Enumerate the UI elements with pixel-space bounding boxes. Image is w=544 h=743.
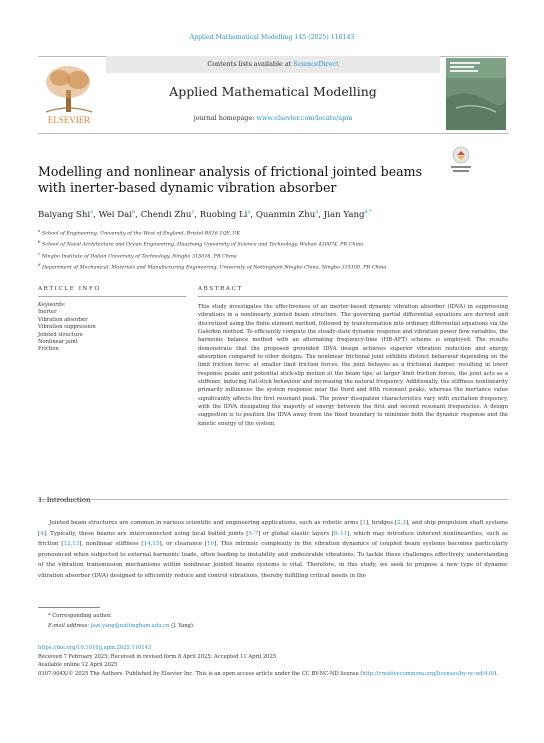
affiliation: $^c$ Ningbo Institute of Dalian University of Technology, Ningbo 315016, PR China (38, 250, 237, 260)
homepage-link[interactable]: www.elsevier.com/locate/apm (256, 114, 353, 122)
keyword: Vibration suppression (38, 324, 96, 331)
citation-link[interactable]: 15 (152, 541, 160, 548)
author[interactable]: Ruobing Li$^a$ (199, 209, 251, 220)
citation-link[interactable]: 2 (397, 520, 401, 526)
citation-link[interactable]: 16 (207, 541, 215, 548)
citation-link[interactable]: 14 (143, 541, 151, 548)
introduction-text: ], and ship propulsion shaft systems [ (38, 520, 508, 537)
citation-link[interactable]: 3 (402, 520, 406, 526)
journal-homepage (106, 114, 440, 122)
publication-info (38, 644, 508, 678)
keyword: Vibration absorber (38, 316, 88, 323)
contents-line (106, 60, 440, 68)
keyword: Jointed structure (38, 331, 83, 338)
divider (38, 499, 508, 500)
introduction-text: ]. Typically, these beams are interconnected using local bolted joints [ (43, 530, 249, 537)
introduction-text: ], which may introduce inherent nonlinearities, such as friction [ (38, 530, 508, 548)
introduction-paragraph (38, 518, 508, 582)
keyword: Inerter (38, 309, 57, 316)
keywords-label: Keywords: (38, 302, 66, 308)
article-info-heading: ARTICLE INFO (38, 286, 101, 292)
article-title: Modelling and nonlinear analysis of frictional jointed beams with inerter-based dynamic vibration absorber (38, 164, 423, 195)
affiliations (38, 227, 508, 273)
homepage-prefix: journal homepage: (193, 114, 257, 122)
author[interactable]: Chendi Zhu$^c$ (140, 209, 195, 220)
journal-reference[interactable]: Applied Mathematical Modelling 145 (2025) 116143 (189, 34, 355, 41)
license-link[interactable]: http://creativecommons.org/licenses/by-nc-nd/4.0/ (362, 670, 495, 677)
introduction-text: , (150, 541, 153, 548)
license-statement: 0307-904X/© 2025 The Authors. Published by Elsevier Inc. This is an open access article under the CC BY-NC-ND license (http://creativecommons.org/licenses/by-nc-nd/4.0/). (38, 670, 498, 677)
introduction-text: Jointed beam structures are common in various scientific and engineering applications, such as robotic arms [ (49, 520, 363, 526)
email-link[interactable]: jian.yang@nottingham.edu.cn (90, 622, 170, 629)
sciencedirect-link[interactable]: ScienceDirect (293, 60, 339, 68)
keywords-list (38, 302, 186, 354)
doi-link[interactable]: https://doi.org/10.1016/j.apm.2025.116143 (38, 645, 152, 651)
divider (38, 296, 186, 297)
corresponding-author-note: * Corresponding author. (48, 613, 112, 619)
contents-prefix: Contents lists available at (207, 60, 294, 68)
divider (198, 296, 508, 297)
keyword: Nonlinear joint (38, 339, 78, 346)
available-online: Available online 12 April 2025 (38, 662, 118, 668)
publisher-name: ELSEVIER (47, 115, 91, 125)
author[interactable]: Jian Yang$^{d,*}$ (323, 209, 372, 220)
introduction-heading: 1. Introduction (38, 496, 91, 504)
citation-link[interactable]: 5–7 (248, 530, 259, 537)
author-list: Baiyang Shi$^a$, Wei Dai$^b$, Chendi Zhu$^c$, Ruobing Li$^a$, Quanmin Zhu$^a$, Jian Yang$^{d,*}$ (38, 209, 372, 220)
citation-link[interactable]: 1 (362, 520, 366, 526)
affiliation: $^d$ Department of Mechanical, Materials and Manufacturing Engineering, University of Nottingham Ningbo China, Ningbo 315100, PR China (38, 262, 387, 271)
author[interactable]: Quanmin Zhu$^a$ (255, 209, 319, 220)
citation-link[interactable]: 4 (40, 530, 44, 537)
keyword: Friction (38, 346, 59, 353)
introduction-text: ] or global elastic layers [ (258, 530, 334, 537)
check-for-updates-icon[interactable] (449, 145, 473, 179)
publication-history: Received 7 February 2025; Received in revised form 8 April 2025; Accepted 11 April 2025 (38, 653, 277, 660)
introduction-text: , (400, 520, 403, 526)
abstract-text: This study investigates the effectiveness of an inerter-based dynamic vibration absorber (IDVA) in suppressing vibrations in a nonlinearly jointed beam structure. The governing partial differential equations are derived and discretized using the finite element method, followed by transformation into ordinary differential equations via the Galerkin method. To efficiently compute the steady-state dynamic response and vibration power flow variables, the harmonic balance method with an alternating frequency-time (HB-AFT) scheme is employed. The results demonstrate that the proposed grounded IDVA design achieves superior vibration reduction and energy absorption compared to other designs. The nonlinear frictional joint exhibits distinct behaviour depending on the limit friction force: at smaller limit friction forces, the joint behaves as a frictional damper, resulting in lower response peaks and potential stick-slip motion at the beam tips; at larger limit friction forces, the joint acts as a stiffener, inducing full-stick behaviour and increasing the natural frequency. Additionally, the stiffness nonlinearity primarily influences the system response near the third and fifth resonant peaks, whereas the inertance value significantly affects the first resonant peak. The power dissipation characteristics vary with excitation frequency, with the IDVA dissipating the majority of energy between the first and second resonant frequencies. A design suggestion is to position the IDVA away from the fixed boundary to minimize both the dynamic response and the kinetic energy of the system. (198, 304, 508, 427)
citation-link[interactable]: 12 (63, 541, 71, 548)
footnote-divider (38, 607, 100, 608)
author[interactable]: Wei Dai$^b$ (98, 209, 136, 220)
footnote (48, 612, 508, 631)
citation-link[interactable]: 8–11 (333, 530, 348, 537)
journal-cover-image (446, 58, 506, 130)
introduction-text: ], bridges [ (365, 520, 398, 526)
affiliation: $^b$ School of Naval Architecture and Ocean Engineering, Huazhong University of Science and Technology, Wuhan 430074, PR China (38, 239, 364, 249)
introduction-text: ]. This intrinsic complexity in the vibration dynamics of coupled beam systems becomes particularly pronounced when subjected to external harmonic loads, often leading to instability and undesirable vibrations. To tackle these challenges effectively, understanding of the vibration transmission mechanisms within nonlinear jointed beams systems is vital. Therefore, in this study, we seek to propose a new type of dynamic vibration absorber (DVA) designed to efficiently reduce and control vibrations, thereby fulfilling critical needs in the (38, 541, 508, 579)
author[interactable]: Baiyang Shi$^a$ (38, 209, 94, 220)
abstract-heading: ABSTRACT (198, 286, 243, 292)
email-line: E-mail address: jian.yang@nottingham.edu.cn (J. Yang). (48, 622, 195, 629)
introduction-text: ], nonlinear stiffness [ (79, 541, 144, 548)
citation-link[interactable]: 13 (72, 541, 80, 548)
elsevier-tree-logo-icon (38, 60, 100, 126)
introduction-text: ], or clearance [ (159, 541, 208, 548)
journal-title: Applied Mathematical Modelling (169, 84, 377, 99)
affiliation: $^a$ School of Engineering, University of the West of England, Bristol BS16 1QY, UK (38, 228, 241, 237)
introduction-text: , (70, 541, 73, 548)
